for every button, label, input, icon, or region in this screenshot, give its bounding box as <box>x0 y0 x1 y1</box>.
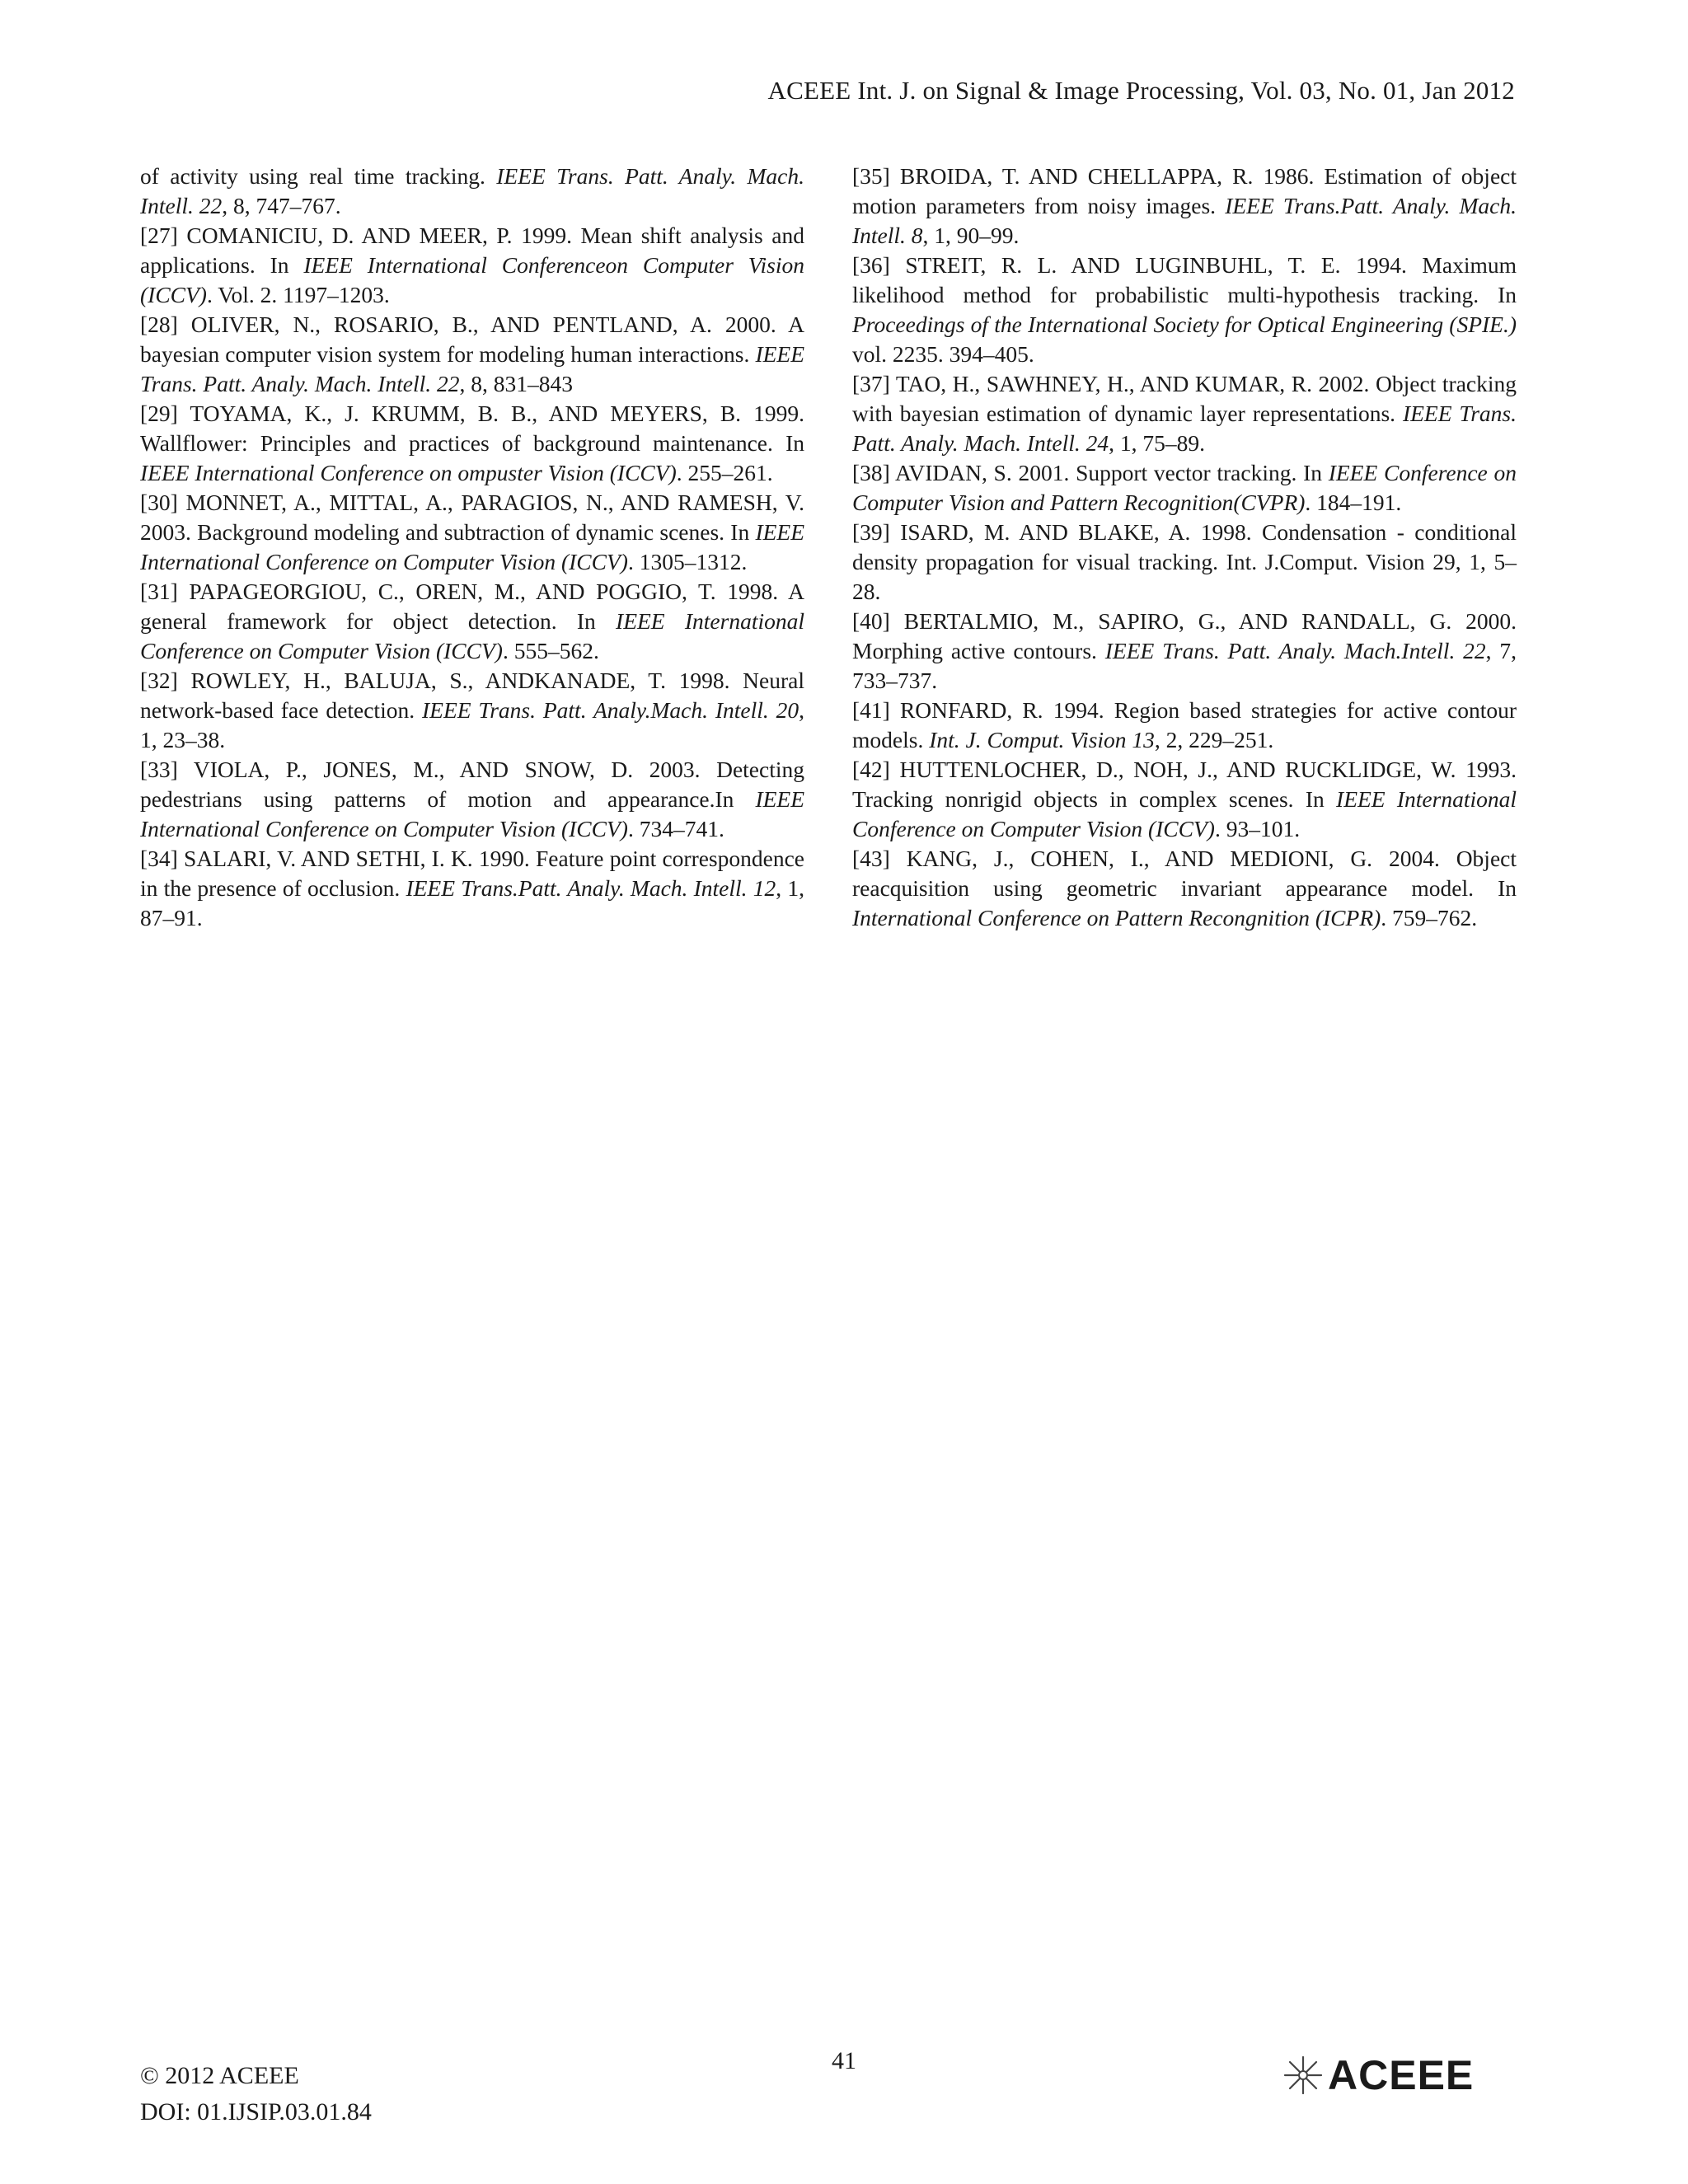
reference-source-italic: IEEE Trans. Patt. Analy. Mach. Intell. 22 <box>140 341 804 396</box>
reference-entry <box>140 577 804 666</box>
reference-source-italic: IEEE International Conferenceon Computer Vision (ICCV) <box>140 252 804 307</box>
reference-details: . 255–261. <box>676 460 773 485</box>
reference-text: [38] AVIDAN, S. 2001. Support vector tracking. In <box>852 460 1329 485</box>
reference-source-italic: IEEE Trans.Patt. Analy. Mach. Intell. 8 <box>852 193 1517 248</box>
reference-source-italic: International Conference on Pattern Recongnition (ICPR) <box>852 905 1381 930</box>
reference-entry <box>852 755 1517 844</box>
reference-source-italic: IEEE Trans.Patt. Analy. Mach. Intell. 12 <box>406 875 776 901</box>
reference-text: [29] TOYAMA, K., J. KRUMM, B. B., AND MEYERS, B. 1999. Wallflower: Principles and practices of background maintenance. In <box>140 401 804 456</box>
reference-source-italic: IEEE International Conference on Computer Vision (ICCV) <box>140 519 804 574</box>
reference-text: [30] MONNET, A., MITTAL, A., PARAGIOS, N., AND RAMESH, V. 2003. Background modeling and subtraction of dynamic scenes. In <box>140 490 804 545</box>
footer-info <box>140 2058 372 2130</box>
reference-source-italic: IEEE Trans. Patt. Analy. Mach.Intell. 22 <box>1104 638 1486 663</box>
copyright-notice: © 2012 ACEEE <box>140 2062 299 2089</box>
reference-details: . 734–741. <box>627 816 724 841</box>
reference-details: , 7, 733–737. <box>852 638 1517 693</box>
reference-entry <box>852 251 1517 369</box>
reference-details: , 1, 87–91. <box>140 875 805 930</box>
reference-source-italic: IEEE International Conference on Computer Vision (ICCV) <box>852 786 1517 841</box>
references-left-column <box>140 162 804 933</box>
doi-label: DOI: 01.IJSIP.03.01.84 <box>140 2098 372 2125</box>
reference-entry <box>140 310 804 399</box>
reference-details: , 1, 75–89. <box>1109 430 1205 456</box>
reference-source-italic: IEEE Conference on Computer Vision and Pattern Recognition(CVPR) <box>852 460 1517 515</box>
logo-text: ACEEE <box>1328 2052 1475 2098</box>
reference-details: vol. 2235. 394–405. <box>852 341 1034 367</box>
reference-text: [28] OLIVER, N., ROSARIO, B., AND PENTLAND, A. 2000. A bayesian computer vision system for modeling human interactions. <box>140 312 804 367</box>
reference-details: , 8, 747–767. <box>222 193 341 218</box>
reference-details: , 1, 23–38. <box>140 697 804 752</box>
reference-entry <box>852 162 1517 251</box>
star-burst-icon <box>1282 2054 1325 2097</box>
reference-text: [32] ROWLEY, H., BALUJA, S., ANDKANADE, T. 1998. Neural network-based face detection. <box>140 668 804 723</box>
reference-source-italic: IEEE Trans. Patt. Analy.Mach. Intell. 20 <box>421 697 799 723</box>
reference-details: , 2, 229–251. <box>1154 727 1274 752</box>
reference-source-italic: IEEE Trans. Patt. Analy. Mach. Intell. 24 <box>852 401 1517 456</box>
reference-entry <box>852 696 1517 755</box>
reference-text: [42] HUTTENLOCHER, D., NOH, J., AND RUCKLIDGE, W. 1993. Tracking nonrigid objects in complex scenes. In <box>852 757 1517 812</box>
reference-source-italic: IEEE International Conference on ompuster Vision (ICCV) <box>140 460 677 485</box>
reference-source-italic: Proceedings of the International Society for Optical Engineering (SPIE.) <box>852 312 1517 337</box>
reference-text: [31] PAPAGEORGIOU, C., OREN, M., AND POGGIO, T. 1998. A general framework for object detection. In <box>140 579 804 634</box>
reference-entry <box>140 488 804 577</box>
reference-entry <box>852 844 1517 933</box>
reference-text: [43] KANG, J., COHEN, I., AND MEDIONI, G. 2004. Object reacquisition using geometric invariant appearance model. In <box>852 846 1517 901</box>
reference-details: . 93–101. <box>1214 816 1301 841</box>
reference-text: [41] RONFARD, R. 1994. Region based strategies for active contour models. <box>852 697 1517 752</box>
reference-text: [40] BERTALMIO, M., SAPIRO, G., AND RANDALL, G. 2000. Morphing active contours. <box>852 608 1517 663</box>
aceee-logo <box>1282 2052 1474 2098</box>
reference-text: [33] VIOLA, P., JONES, M., AND SNOW, D. 2003. Detecting pedestrians using patterns of motion and appearance.In <box>140 757 804 812</box>
reference-text: [39] ISARD, M. AND BLAKE, A. 1998. Condensation - conditional density propagation for visual tracking. Int. J.Comput. Vision 29, 1, 5–28. <box>852 519 1517 604</box>
reference-entry <box>852 458 1517 518</box>
reference-details: . 759–762. <box>1381 905 1478 930</box>
reference-entry <box>140 755 804 844</box>
reference-entry <box>140 162 804 221</box>
reference-text: of activity using real time tracking. <box>140 163 497 189</box>
page-number: 41 <box>832 2047 856 2074</box>
reference-text: [35] BROIDA, T. AND CHELLAPPA, R. 1986. Estimation of object motion parameters from noisy images. <box>852 163 1517 218</box>
reference-text: [34] SALARI, V. AND SETHI, I. K. 1990. Feature point correspondence in the presence of occlusion. <box>140 846 804 901</box>
references-right-column <box>852 162 1517 933</box>
reference-details: . 184–191. <box>1305 490 1402 515</box>
reference-entry <box>852 607 1517 696</box>
reference-source-italic: IEEE International Conference on Computer Vision (ICCV) <box>140 786 804 841</box>
reference-details: . 1305–1312. <box>627 549 748 574</box>
reference-source-italic: IEEE International Conference on Computer Vision (ICCV) <box>140 608 804 663</box>
reference-text: [36] STREIT, R. L. AND LUGINBUHL, T. E. 1994. Maximum likelihood method for probabilistic multi-hypothesis tracking. In <box>852 252 1517 307</box>
reference-entry <box>140 666 804 755</box>
reference-text: [27] COMANICIU, D. AND MEER, P. 1999. Mean shift analysis and applications. In <box>140 223 804 278</box>
reference-details: , 8, 831–843 <box>459 371 574 396</box>
reference-source-italic: Int. J. Comput. Vision 13 <box>929 727 1155 752</box>
reference-details: , 1, 90–99. <box>922 223 1020 248</box>
reference-source-italic: IEEE Trans. Patt. Analy. Mach. Intell. 22 <box>140 163 804 218</box>
reference-entry <box>140 844 804 933</box>
reference-details: . 555–562. <box>502 638 599 663</box>
reference-entry <box>852 518 1517 607</box>
running-header: ACEEE Int. J. on Signal & Image Processing, Vol. 03, No. 01, Jan 2012 <box>767 76 1515 105</box>
reference-entry <box>140 221 804 310</box>
reference-entry <box>852 369 1517 458</box>
reference-text: [37] TAO, H., SAWHNEY, H., AND KUMAR, R. 2002. Object tracking with bayesian estimation of dynamic layer representations. <box>852 371 1517 426</box>
reference-details: . Vol. 2. 1197–1203. <box>206 282 390 307</box>
reference-entry <box>140 399 804 488</box>
